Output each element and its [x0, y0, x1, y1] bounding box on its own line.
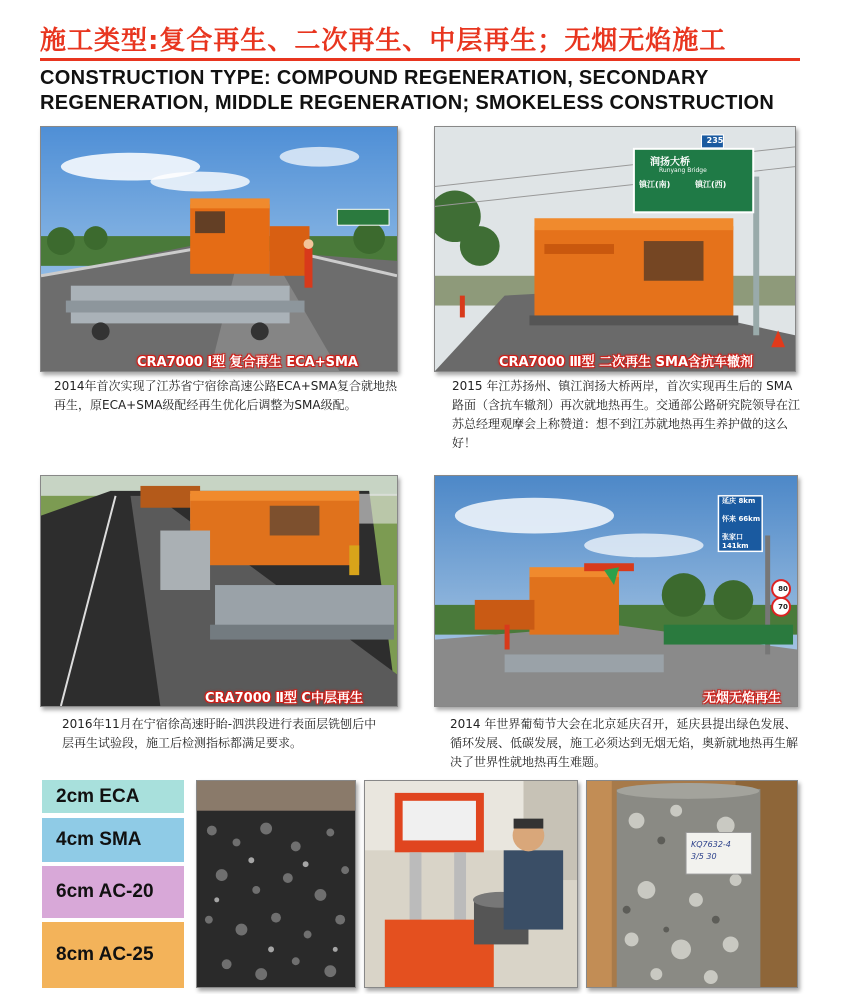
photo-1-caption: CRA7000 Ⅰ型 复合再生 ECA+SMA [137, 355, 358, 370]
photo-2-illustration [435, 127, 795, 371]
core-sample-label: KQ7632-4 3/5 30 [691, 840, 731, 861]
distance-sign-km: 8km [738, 497, 756, 505]
layer-label: 2cm ECA [56, 785, 140, 807]
distance-sign-place: 延庆 [722, 497, 736, 505]
photo-compound-regeneration [40, 126, 398, 372]
distance-sign [722, 497, 764, 551]
distance-sign-row [722, 497, 764, 506]
layer-label: 8cm AC-25 [56, 944, 154, 965]
photo-middle-regeneration [40, 475, 398, 707]
description-middle-regeneration: 2016年11月在宁宿徐高速盱眙-泗洪段进行表面层铣刨后中层再生试验段，施工后检测指标都满足要求。 [62, 717, 377, 750]
layer-label: 4cm SMA [56, 829, 142, 850]
description-compound-regeneration: 2014年首次实现了江苏省宁宿徐高速公路ECA+SMA复合就地热再生，原ECA+SMA级配经再生优化后调整为SMA级配。 [54, 379, 397, 412]
distance-sign-place: 怀来 [722, 515, 736, 523]
lab-mixer-illustration [365, 781, 577, 987]
photo-asphalt-aggregate [196, 780, 356, 988]
photo-secondary-regeneration [434, 126, 796, 372]
layer-ac25 [42, 922, 184, 988]
road-sign-left: 镇江(南) [639, 180, 671, 189]
speed-limit-bottom: 70 [778, 603, 788, 611]
description-secondary-regeneration: 2015 年江苏扬州、镇江润扬大桥两岸，首次实现再生后的 SMA 路面（含抗车辙剂）再次就地热再生。交通部公路研究院领导在江苏总经理观摩会上称赞道：想不到江苏就地热再生养护做的这么好！ [452, 379, 801, 450]
title-rest: 复合再生、二次再生、中层再生；无烟无焰施工 [159, 26, 727, 56]
photo-core-sample [586, 780, 798, 988]
layer-ac20 [42, 866, 184, 918]
shield-badge: 235 [706, 136, 724, 145]
layer-eca [42, 780, 184, 813]
photo-smokeless-regeneration [434, 475, 798, 707]
photo-1-illustration [41, 127, 397, 371]
photo-3-illustration [41, 476, 397, 706]
aggregate-illustration [197, 781, 355, 987]
speed-limit-top: 80 [778, 585, 788, 593]
photo-lab-mixer [364, 780, 578, 988]
road-sign-subtitle: Runyang Bridge [659, 167, 707, 174]
layer-sma [42, 818, 184, 862]
road-sign-title: 润扬大桥 [650, 157, 690, 168]
title-divider [40, 58, 800, 61]
road-sign-right: 镇江(西) [695, 180, 727, 189]
description-smokeless-regeneration: 2014 年世界葡萄节大会在北京延庆召开，延庆县提出绿色发展、循环发展、低碳发展，施工必须达到无烟无焰，奥新就地热再生解决了世界性就地热再生难题。 [450, 717, 799, 769]
distance-sign-row [722, 515, 764, 524]
distance-sign-row [722, 533, 764, 551]
layer-label: 6cm AC-20 [56, 881, 154, 902]
photo-2-caption: CRA7000 Ⅲ型 二次再生 SMA含抗车辙剂 [499, 355, 754, 370]
page-title-chinese [40, 20, 726, 57]
core-sample-illustration [587, 781, 797, 987]
page-title-english: CONSTRUCTION TYPE: COMPOUND REGENERATION, SECONDARY REGENERATION, MIDDLE REGENERATION; SMOKELESS CONSTRUCTION [40, 67, 775, 114]
photo-4-caption: 无烟无焰再生 [703, 691, 782, 706]
distance-sign-place: 张家口 [722, 533, 743, 541]
title-lead: 施工类型: [40, 26, 160, 56]
distance-sign-km: 66km [738, 515, 761, 523]
distance-sign-km: 141km [722, 542, 749, 550]
photo-3-caption: CRA7000 Ⅱ型 C中层再生 [205, 691, 363, 706]
